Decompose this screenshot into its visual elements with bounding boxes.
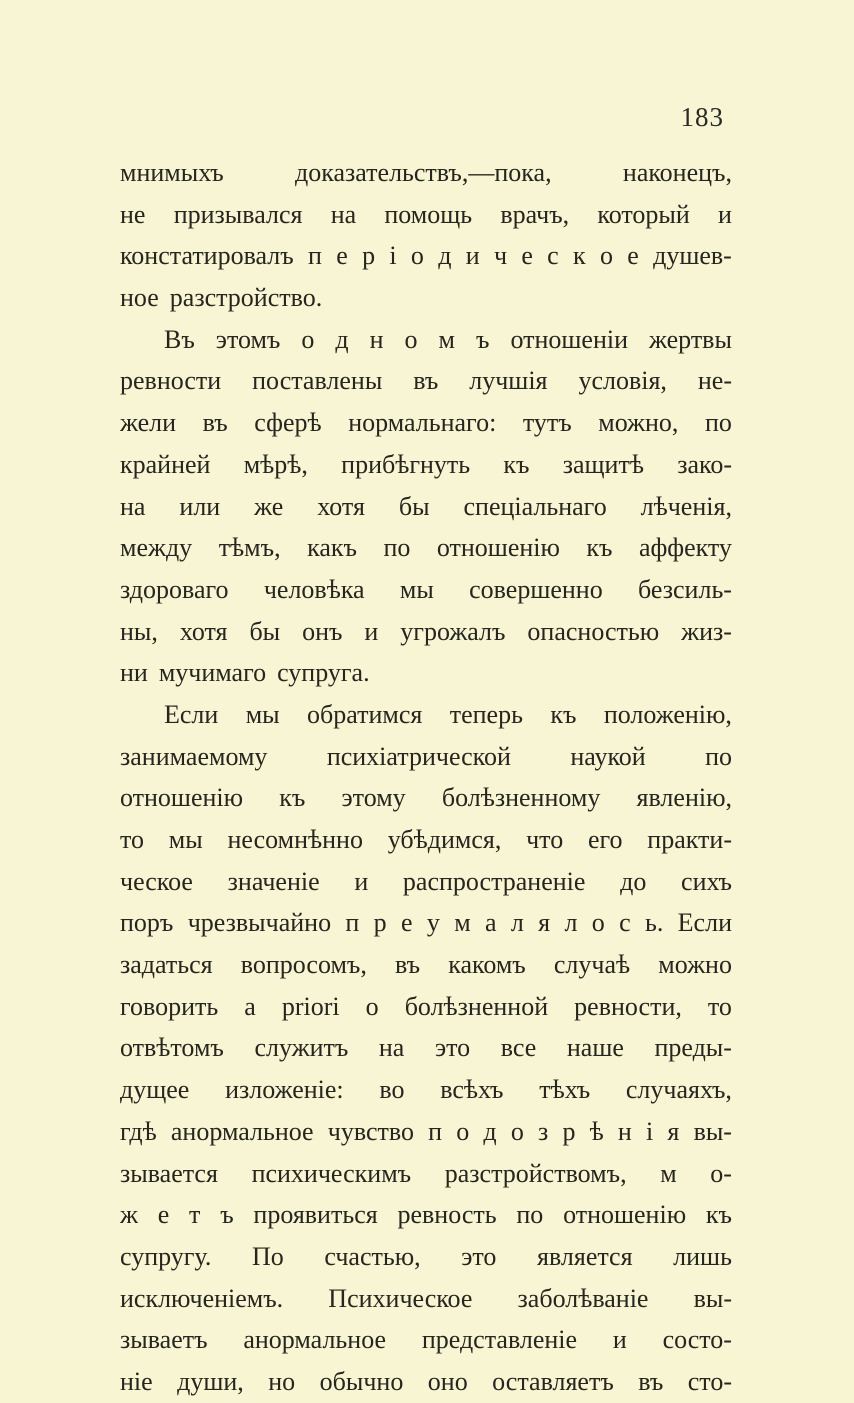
word: ревности	[120, 366, 222, 396]
word: является	[537, 1241, 633, 1271]
word: вы-	[693, 1116, 732, 1146]
word: это	[461, 1241, 497, 1271]
word: здороваго	[120, 574, 229, 604]
word: лишь	[673, 1241, 732, 1271]
word: т	[189, 1200, 201, 1230]
word: это	[434, 1033, 471, 1063]
word: Въ	[164, 324, 195, 354]
text-line	[120, 819, 732, 861]
word: м	[438, 324, 455, 354]
word: о	[404, 324, 418, 354]
word: этомъ	[215, 324, 281, 354]
word: р	[373, 908, 387, 938]
word: состо-	[662, 1325, 732, 1355]
word: р	[562, 1116, 576, 1146]
word: гдѣ	[120, 1116, 157, 1146]
word: положенію,	[603, 699, 732, 729]
word: мы	[399, 574, 434, 604]
word: о	[456, 1116, 470, 1146]
word: констатировалъ	[120, 241, 294, 271]
word: priori	[281, 991, 340, 1021]
word: и	[718, 199, 732, 229]
word: ны,	[120, 616, 158, 646]
word: счастью,	[324, 1241, 421, 1271]
word: изложеніе:	[225, 1075, 344, 1105]
word: Если	[164, 699, 219, 729]
word: всѣхъ	[440, 1075, 504, 1105]
word: отвѣтомъ	[120, 1033, 224, 1063]
word: поставлены	[252, 366, 383, 396]
word: призывался	[173, 199, 303, 229]
word: что	[526, 825, 564, 854]
word: мучимаго	[158, 658, 267, 688]
word: оставляетъ	[492, 1366, 614, 1396]
word: можно,	[598, 408, 679, 438]
text-line	[120, 986, 732, 1028]
text-line	[120, 194, 732, 236]
word: обратимся	[307, 699, 423, 729]
word: распространеніе	[402, 866, 586, 896]
word: е	[157, 1200, 170, 1230]
word: онъ	[302, 616, 343, 646]
text-line	[120, 652, 732, 694]
word: на	[330, 199, 357, 229]
word: въ	[638, 1366, 664, 1396]
word: къ	[705, 1200, 732, 1230]
word: все	[500, 1033, 537, 1063]
word: ревность	[397, 1200, 497, 1230]
word: сферѣ	[254, 408, 322, 438]
word: ніе	[120, 1366, 153, 1396]
word: отношенію	[563, 1200, 687, 1230]
text-line	[120, 861, 732, 903]
word: о-	[710, 1158, 732, 1188]
word: о	[301, 324, 315, 354]
word: зываетъ	[120, 1325, 208, 1355]
word: то	[707, 991, 732, 1021]
word: занимаемому	[120, 741, 268, 771]
word: къ	[550, 699, 577, 729]
word: психіатрической	[326, 741, 511, 771]
word: къ	[503, 449, 530, 479]
word: проявиться	[253, 1200, 378, 1230]
word: мѣрѣ,	[243, 449, 308, 479]
text-line	[120, 527, 732, 569]
word: душев-	[653, 241, 732, 271]
word: м	[660, 1158, 677, 1188]
word: явленію,	[636, 783, 732, 813]
word: жиз-	[681, 616, 732, 646]
text-line	[120, 1361, 732, 1403]
word: а	[484, 908, 497, 938]
word: і	[389, 241, 397, 271]
word: тутъ	[522, 408, 572, 438]
text-line	[120, 902, 732, 944]
word: наконецъ,	[622, 158, 732, 187]
text-line	[120, 444, 732, 486]
word: отношенію	[436, 533, 560, 563]
word: совершенно	[469, 574, 603, 604]
word: несомнѣнно	[227, 825, 363, 854]
text-line	[120, 277, 732, 319]
word: е	[401, 908, 413, 938]
word: въ	[395, 950, 421, 980]
word: о	[410, 241, 424, 271]
word: и	[354, 866, 369, 896]
word: а	[244, 991, 256, 1021]
word: По	[251, 1241, 284, 1271]
word: і	[646, 1116, 654, 1146]
word: е	[521, 241, 533, 271]
text-line	[120, 694, 732, 736]
word: у	[426, 908, 440, 938]
word: ное	[120, 283, 159, 313]
word: къ	[279, 783, 306, 813]
word: д	[438, 241, 452, 271]
word: жели	[120, 408, 177, 438]
word: разстройство.	[169, 283, 323, 313]
body-text	[120, 152, 732, 1403]
word: обычно	[319, 1366, 404, 1396]
text-line	[120, 736, 732, 778]
text-line	[120, 1278, 732, 1320]
word: доказательствъ,—пока,	[295, 158, 552, 187]
word: нормальнаго:	[348, 408, 497, 438]
word: случаяхъ,	[625, 1075, 732, 1105]
word: отношеніи	[510, 324, 628, 354]
word: супругу.	[120, 1241, 212, 1271]
word: к	[573, 241, 586, 271]
text-line	[120, 360, 732, 402]
word: заболѣваніе	[517, 1283, 649, 1313]
word: ни	[120, 658, 148, 688]
word: или	[179, 491, 221, 521]
word: прибѣгнуть	[341, 449, 471, 479]
word: дущее	[120, 1075, 190, 1105]
word: не	[120, 199, 146, 229]
word: вы-	[693, 1283, 732, 1313]
word: болѣзненному	[441, 783, 601, 813]
word: случаѣ	[553, 950, 631, 980]
word: о	[510, 1116, 524, 1146]
word: мнимыхъ	[120, 158, 224, 187]
word: врачъ,	[500, 199, 570, 229]
word: въ	[413, 366, 439, 396]
text-line	[120, 777, 732, 819]
word: з	[538, 1116, 549, 1146]
word: помощь	[384, 199, 473, 229]
text-line	[120, 152, 732, 194]
word: говорить	[120, 991, 219, 1021]
word: преды-	[654, 1033, 732, 1063]
word: практи-	[647, 825, 732, 854]
word: ъ	[476, 324, 490, 354]
word: какъ	[307, 533, 357, 563]
word: хотя	[179, 616, 228, 646]
word: д	[335, 324, 349, 354]
word: ь.	[644, 908, 664, 938]
word: то	[120, 825, 145, 854]
word: на	[378, 1033, 405, 1063]
word: крайней	[120, 449, 211, 479]
word: до	[620, 866, 647, 896]
word: который	[597, 199, 690, 229]
word: д	[483, 1116, 497, 1146]
word: но	[268, 1366, 296, 1396]
text-line	[120, 486, 732, 528]
word: убѣдимся,	[387, 825, 502, 854]
word: представленіе	[421, 1325, 578, 1355]
word: этому	[341, 783, 406, 813]
word: мы	[168, 825, 203, 854]
word: вопросомъ,	[240, 950, 367, 980]
text-line	[120, 235, 732, 277]
word: жертвы	[649, 324, 732, 354]
word: защитѣ	[562, 449, 644, 479]
text-line	[120, 1027, 732, 1069]
word: по	[705, 741, 732, 771]
word: человѣка	[263, 574, 365, 604]
word: н	[617, 1116, 632, 1146]
word: въ	[202, 408, 228, 438]
word: лучшія	[469, 366, 548, 396]
word: е	[627, 241, 639, 271]
word: ѣ	[589, 1116, 604, 1146]
word: о	[599, 241, 613, 271]
word: психическимъ	[251, 1158, 412, 1188]
word: на	[120, 491, 146, 521]
word: безсиль-	[638, 574, 732, 604]
word: м	[454, 908, 471, 938]
word: и	[364, 616, 379, 646]
word: Психическое	[328, 1283, 473, 1313]
word: какомъ	[448, 950, 526, 980]
word: опасностью	[527, 616, 660, 646]
word: къ	[586, 533, 613, 563]
word: служитъ	[254, 1033, 349, 1063]
word: анормальное	[170, 1116, 314, 1146]
word: спеціальнаго	[463, 491, 607, 521]
text-line	[120, 569, 732, 611]
word: л	[564, 908, 578, 938]
word: о	[591, 908, 605, 938]
word: угрожалъ	[400, 616, 506, 646]
word: анормальное	[243, 1325, 387, 1355]
word: ж	[120, 1200, 138, 1230]
text-line	[120, 611, 732, 653]
word: сихъ	[681, 866, 732, 896]
word: ревности,	[574, 991, 682, 1021]
word: можно	[658, 950, 732, 980]
word: не-	[697, 366, 732, 396]
word: н	[369, 324, 384, 354]
word: задаться	[120, 950, 213, 980]
word: я	[538, 908, 551, 938]
text-line	[120, 1153, 732, 1195]
word: разстройствомъ,	[444, 1158, 627, 1188]
word: условія,	[578, 366, 667, 396]
word: р	[362, 241, 376, 271]
word: отношенію	[120, 783, 244, 813]
word: Если	[677, 908, 732, 938]
word: лѣченія,	[640, 491, 732, 521]
word: души,	[177, 1366, 244, 1396]
word: оно	[427, 1366, 468, 1396]
word: п	[428, 1116, 443, 1146]
word: п	[345, 908, 360, 938]
word: п	[308, 241, 322, 271]
word: тѣхъ	[539, 1075, 591, 1105]
text-line	[120, 944, 732, 986]
word: с	[619, 908, 631, 938]
page-number: 183	[680, 102, 724, 132]
word: ч	[493, 241, 508, 271]
word: и	[465, 241, 480, 271]
word: зако-	[677, 449, 732, 479]
word: ъ	[220, 1200, 234, 1230]
word: чрезвычайно	[187, 908, 332, 938]
word: же	[254, 491, 284, 521]
word: по	[705, 408, 732, 438]
text-line	[120, 1069, 732, 1111]
text-line	[120, 319, 732, 361]
word: тѣмъ,	[218, 533, 281, 563]
word: теперь	[449, 699, 523, 729]
word: е	[336, 241, 348, 271]
word: значеніе	[227, 866, 320, 896]
word: хотя	[317, 491, 365, 521]
word: и	[612, 1325, 627, 1355]
word: по	[516, 1200, 544, 1230]
word: между	[120, 533, 193, 563]
text-line	[120, 1111, 732, 1153]
word: поръ	[120, 908, 174, 938]
word: мы	[245, 699, 280, 729]
word: аффекту	[639, 533, 732, 563]
word: по	[383, 533, 411, 563]
word: зывается	[120, 1158, 218, 1188]
word: сто-	[687, 1366, 732, 1396]
word: о	[365, 991, 379, 1021]
word: исключеніемъ.	[120, 1283, 284, 1313]
word: его	[587, 825, 623, 854]
word: бы	[249, 616, 281, 646]
text-line	[120, 1236, 732, 1278]
word: наше	[566, 1033, 624, 1063]
word: с	[547, 241, 559, 271]
word: болѣзненной	[404, 991, 549, 1021]
word: во	[379, 1075, 405, 1105]
text-line	[120, 402, 732, 444]
word: супруга.	[277, 658, 370, 688]
word: л	[510, 908, 524, 938]
text-line	[120, 1194, 732, 1236]
word: ческое	[120, 866, 193, 896]
word: наукой	[570, 741, 646, 771]
word: чувство	[327, 1116, 414, 1146]
word: я	[667, 1116, 680, 1146]
word: бы	[398, 491, 430, 521]
text-line	[120, 1319, 732, 1361]
